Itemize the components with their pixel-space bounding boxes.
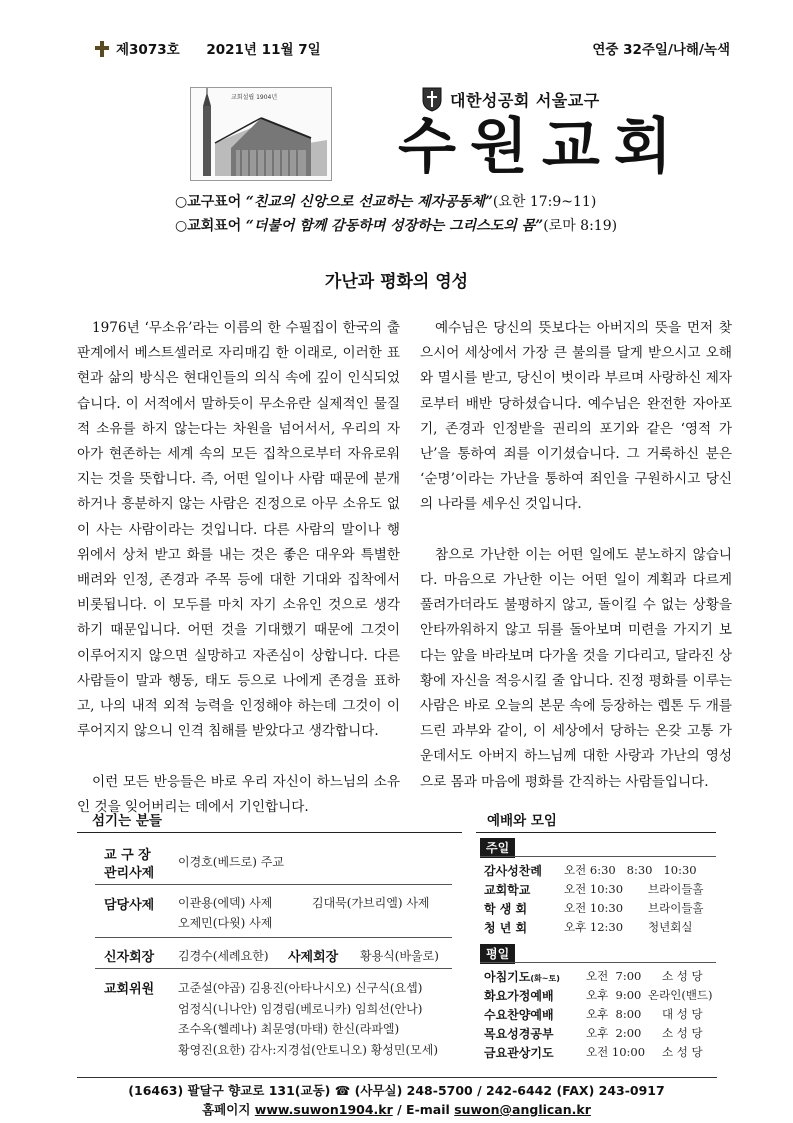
row-divider (95, 968, 452, 969)
worship-heading: 예배와 모임 (487, 813, 557, 829)
service-time: 오전 10:30 (564, 882, 624, 896)
church-motto-label: ○교회표어 (175, 218, 242, 234)
footer-contact (0, 1081, 793, 1099)
article-column-right (420, 316, 732, 795)
council-line: 조수옥(헬레나) 최문영(마태) 한신(라파엘) (178, 1022, 400, 1036)
council-line: 고준설(야곱) 김용진(아타나시오) 신구식(요셉) (178, 981, 423, 995)
priest-name: 오제민(다윗) 사제 (178, 916, 273, 930)
church-title: 수원교회 (398, 112, 686, 182)
row-divider (480, 962, 716, 963)
service-name: 청 년 회 (484, 921, 528, 935)
address: (16463) 팔달구 향교로 131(교동) (128, 1083, 331, 1098)
service-name: 수요찬양예배 (484, 1008, 554, 1022)
diocese-motto-ref: (요한 17:9~11) (492, 194, 597, 210)
liturgical-season: 연중 32주일/나해/녹색 (592, 42, 730, 58)
service-time: 오후 8:00 (586, 1007, 642, 1021)
service-place: 온라인(밴드) (648, 988, 713, 1002)
footer-web (0, 1100, 793, 1118)
church-motto-text: “더불어 함께 감동하며 성장하는 그리스도의 몸” (245, 218, 544, 234)
footer-divider (77, 1077, 717, 1078)
service-time: 오후 9:00 (586, 988, 642, 1002)
bishop-name: 이경호(베드로) 주교 (178, 855, 284, 869)
diocese-motto (175, 191, 596, 211)
warden-name: 황용식(바울로) (360, 949, 439, 963)
article-title: 가난과 평화의 영성 (324, 272, 469, 292)
service-name: 목요성경공부 (484, 1027, 554, 1041)
priest-name: 김대묵(가브리엘) 사제 (312, 896, 430, 910)
council-role: 교회위원 (104, 982, 155, 997)
service-time: 오전 10:00 (586, 1045, 646, 1059)
service-name: 교회학교 (484, 883, 531, 897)
diocese-motto-text: “친교의 신앙으로 선교하는 제자공동체” (245, 194, 493, 210)
service-place: 소 성 당 (662, 969, 703, 983)
service-days: (화~토) (530, 974, 560, 983)
service-name: 학 생 회 (484, 902, 528, 916)
priest-name: 이관용(에덱) 사제 (178, 896, 273, 910)
service-name: 금요관상기도 (484, 1046, 554, 1060)
issue-date: 2021년 11월 7일 (206, 42, 321, 58)
article-paragraph: 예수님은 당신의 뜻보다는 아버지의 뜻을 먼저 찾으시어 세상에서 가장 큰 불의를 달게 받으시고 오해와 멸시를 받고, 당신이 벗이라 부르며 사랑하신 제자로부터 배반 당하셨습니다. 예수님은 완전한 자아포기, 존경과 인정받을 권리의 포기와 같은 ‘영적 가난’을 통하여 죄를 이기셨습니다. 그 거룩하신 분은 ‘순명’이라는 가난을 통하여 죄인을 구원하시고 당신의 나라를 세우신 것입니다. (420, 320, 732, 513)
diocese-name: 대한성공회 서울교구 (450, 91, 600, 110)
service-name: 화요가정예배 (484, 989, 554, 1003)
service-place: 브라이들홀 (648, 882, 704, 896)
email-link[interactable]: suwon@anglican.kr (454, 1102, 591, 1117)
section-divider (77, 832, 462, 833)
service-place: 브라이들홀 (648, 901, 704, 915)
weekday-tag: 평일 (480, 944, 515, 964)
email-label: / E-mail (397, 1102, 450, 1117)
council-line: 황영진(요한) 감사:지경섭(안토니오) 황성민(모세) (178, 1042, 439, 1057)
service-place: 소 성 당 (662, 1045, 703, 1059)
section-divider (476, 832, 716, 833)
article-paragraph: 참으로 가난한 이는 어떤 일에도 분노하지 않습니다. 마음으로 가난한 이는 어떤 일이 계획과 다르게 풀려가더라도 불평하지 않고, 돌이킬 수 없는 상황을 안타까워하지 않고 뒤를 돌아보며 미련을 가지기 보다는 앞을 바라보며 다가올 것을 기다리고, 달라진 상황에 자신을 적응시킬 줄 압니다. 진정 평화를 이루는 사람은 바로 오늘의 본문 속에 등장하는 렙톤 두 개를 드린 과부와 같이, 이 세상에서 당하는 온갖 고통 가운데서도 아버지 하느님께 대한 사랑과 가난의 영성으로 몸과 마음에 평화를 간직하는 사람들입니다. (420, 546, 732, 790)
bishop-role: 교 구 장 (104, 848, 151, 863)
laity-role: 신자회장 (104, 950, 155, 965)
homepage-link[interactable]: www.suwon1904.kr (254, 1102, 393, 1117)
issue-bar (90, 38, 730, 60)
row-divider (480, 856, 716, 857)
warden-role: 사제회장 (288, 950, 339, 965)
laity-name: 김경수(세례요한) (178, 949, 269, 963)
council-line: 엄정식(니나안) 임경림(베로니카) 임희선(안나) (178, 1001, 423, 1016)
church-motto-ref: (로마 8:19) (543, 218, 618, 234)
article-column-left (77, 316, 400, 820)
serving-heading: 섬기는 분들 (92, 813, 162, 829)
service-name: 감사성찬례 (484, 864, 542, 878)
church-photo (190, 87, 332, 181)
service-place: 청년회실 (648, 920, 693, 934)
service-name: 아침기도(화~토) (484, 970, 560, 984)
council-names (178, 978, 438, 1060)
phone: ☎ (사무실) 248-5700 / 242-6442 (334, 1083, 553, 1098)
service-time: 오후 2:00 (586, 1026, 642, 1040)
row-divider (95, 884, 452, 885)
issue-number: 제3073호 (116, 42, 180, 58)
priest-role: 담당사제 (104, 898, 155, 913)
row-divider (95, 937, 452, 938)
service-time: 오전 6:30 8:30 10:30 (564, 863, 697, 877)
service-place: 대 성 당 (662, 1007, 703, 1021)
service-time: 오후 12:30 (564, 920, 624, 934)
admin-role: 관리사제 (104, 866, 155, 881)
fax: (FAX) 243-0917 (556, 1083, 665, 1098)
article-paragraph: 1976년 ‘무소유’라는 이름의 한 수필집이 한국의 출판계에서 베스트셀러로 자리매김 한 이래로, 이러한 표현과 삶의 방식은 현대인들의 의식 속에 깊이 인식되었습니다. 이 서적에서 말하듯이 무소유란 실제적인 물질적 소유를 하지 않는다는 차원을 넘어서서, 우리의 자아가 현존하는 세계 속의 모든 집착으로부터 자유로워지는 것을 뜻합니다. 즉, 어떤 일이나 사람 때문에 분개하거나 흥분하지 않는 사람은 진정으로 아무 소유도 없이 사는 사람이라는 것입니다. 다른 사람의 말이나 행위에서 상처 받고 화를 내는 것은 좋은 대우와 특별한 배려와 인정, 존경과 주목 등에 대한 기대와 집착에서 비롯됩니다. 이 모두를 마치 자기 소유인 것으로 생각하기 때문입니다. 어떤 것을 기대했기 때문에 그것이 이루어지지 않으면 실망하고 자존심이 상합니다. 다른 사람들이 말과 행동, 태도 등으로 나에게 존경을 표하고, 나의 내적 외적 능력을 인정해야 하는데 그것이 이루어지지 않으니 인격 침해를 받았다고 생각합니다. (77, 320, 400, 740)
diocese-emblem-icon (421, 86, 443, 112)
homepage-label: 홈페이지 (202, 1102, 251, 1117)
photo-caption: 교회설립 1904년 (231, 94, 278, 101)
church-motto (175, 215, 617, 235)
sunday-tag: 주일 (480, 838, 515, 858)
diocese-motto-label: ○교구표어 (175, 194, 242, 210)
service-time: 오전 10:30 (564, 901, 624, 915)
article-paragraph: 이런 모든 반응들은 바로 우리 자신이 하느님의 소유인 것을 잊어버리는 데에서 기인합니다. (77, 773, 400, 815)
service-time: 오전 7:00 (586, 969, 642, 983)
service-place: 소 성 당 (662, 1026, 703, 1040)
